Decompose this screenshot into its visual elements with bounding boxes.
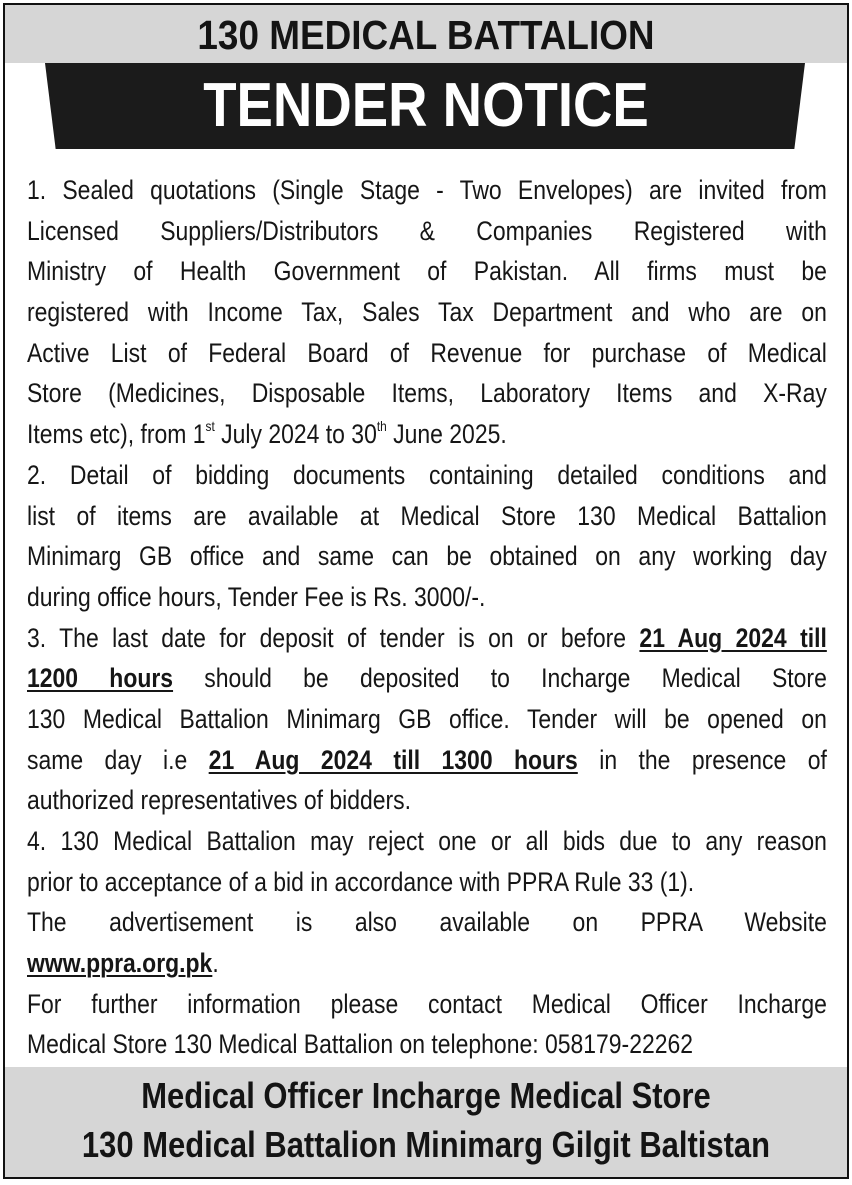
opening-datetime: 21 Aug 2024 till 1300 hours — [208, 744, 578, 775]
paragraph-2-line-1: 2. Detail of bidding documents containing detailed conditions and — [27, 459, 827, 490]
paragraph-2-line-3: Minimarg GB office and same can be obtained on any working day — [27, 541, 827, 572]
paragraph-1-line-3: Ministry of Health Government of Pakistan. All firms must be — [27, 256, 827, 287]
paragraph-2-line-2: list of items are available at Medical Store 130 Medical Battalion — [27, 500, 827, 531]
ppra-website-link[interactable]: www.ppra.org.pk — [27, 948, 213, 979]
paragraph-2-line-4: during office hours, Tender Fee is Rs. 3000/-. — [27, 581, 486, 612]
footer-signatory: Medical Officer Incharge Medical Store — [141, 1075, 711, 1116]
notice-title: TENDER NOTICE — [203, 71, 649, 140]
paragraph-6-line-2: Medical Store 130 Medical Battalion on telephone: 058179-22262 — [27, 1029, 694, 1060]
paragraph-3-line-1: 3. The last date for deposit of tender is on or before 21 Aug 2024 till — [27, 622, 827, 653]
deadline-time: 1200 hours — [27, 663, 174, 694]
paragraph-3-line-2: 1200 hours should be deposited to Incharge Medical Store — [27, 663, 827, 694]
paragraph-1-line-2: Licensed Suppliers/Distributors & Companies Registered with — [27, 215, 827, 246]
paragraph-1-line-6: Store (Medicines, Disposable Items, Laboratory Items and X-Ray — [27, 378, 827, 409]
deadline-date: 21 Aug 2024 till — [639, 622, 827, 653]
paragraph-3-line-3: 130 Medical Battalion Minimarg GB office. Tender will be opened on — [27, 703, 827, 734]
paragraph-6-line-1: For further information please contact Medical Officer Incharge — [27, 988, 827, 1019]
footer-unit-location: 130 Medical Battalion Minimarg Gilgit Baltistan — [81, 1124, 771, 1165]
paragraph-1-line-1: 1. Sealed quotations (Single Stage - Two Envelopes) are invited from — [27, 175, 827, 205]
paragraph-4-line-2: prior to acceptance of a bid in accordance with PPRA Rule 33 (1). — [27, 866, 695, 897]
paragraph-1-line-7: Items etc), from 1st July 2024 to 30th June 2025. — [27, 418, 507, 450]
ordinal-suffix: st — [205, 418, 215, 435]
tender-notice — [3, 3, 849, 1179]
ordinal-suffix: th — [376, 418, 387, 435]
paragraph-5-line-1: The advertisement is also available on PPRA Website — [27, 907, 827, 938]
paragraph-1-line-5: Active List of Federal Board of Revenue for purchase of Medical — [27, 337, 827, 368]
notice-body — [27, 170, 827, 1065]
paragraph-3-line-4: same day i.e 21 Aug 2024 till 1300 hours in the presence of — [27, 744, 827, 775]
paragraph-5-line-2: www.ppra.org.pk. — [27, 948, 219, 979]
paragraph-3-line-5: authorized representatives of bidders. — [27, 785, 412, 816]
organization-title: 130 MEDICAL BATTALION — [197, 12, 655, 58]
paragraph-4-line-1: 4. 130 Medical Battalion may reject one or all bids due to any reason — [27, 826, 827, 856]
paragraph-1-line-4: registered with Income Tax, Sales Tax Department and who are on — [27, 297, 827, 328]
